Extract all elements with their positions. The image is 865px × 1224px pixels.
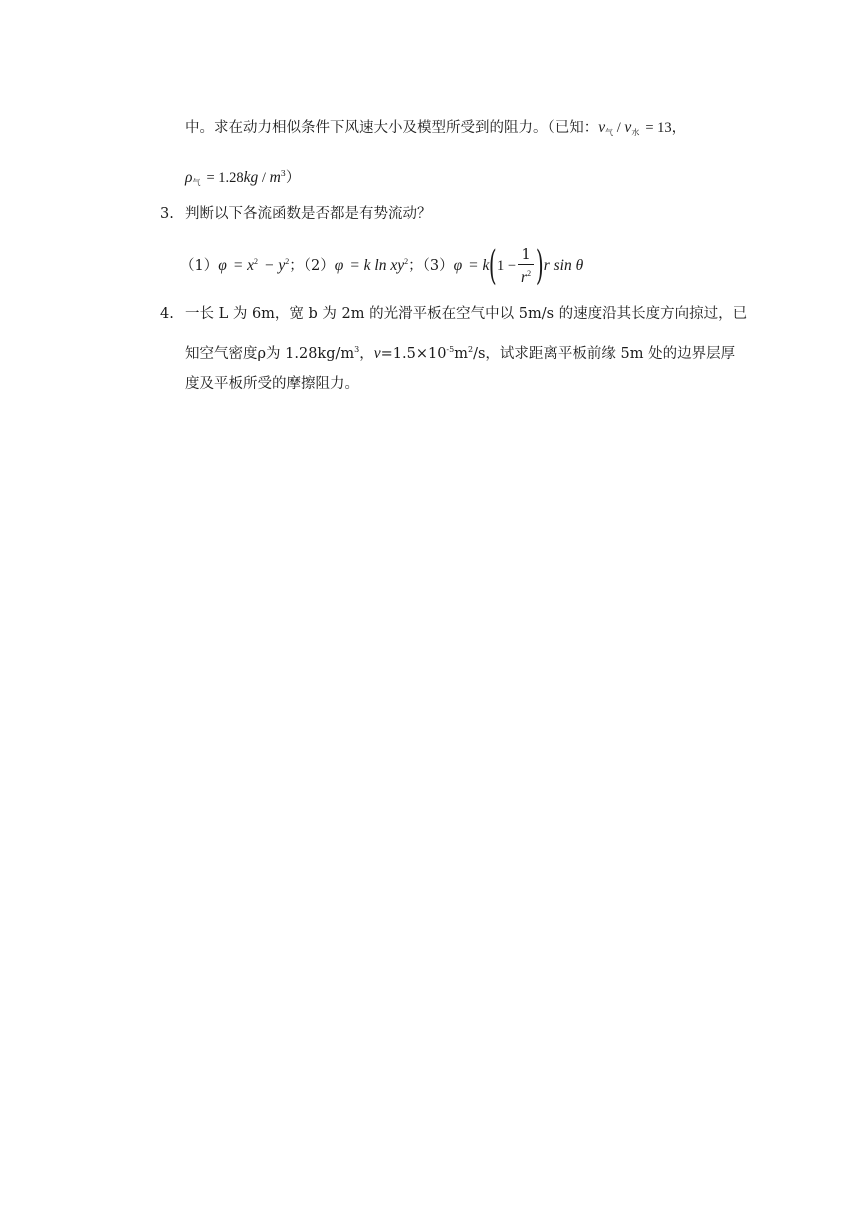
ratio-value: = 13， [645,120,687,136]
p1-line2: $\rho_气 = 1.28kg / m^3$） [185,169,301,187]
f3-one: 1 − [496,258,517,274]
phi-symbol: φ [218,257,227,274]
phi-symbol: φ [334,257,344,274]
rho-air-symbol: $\rho_气$ [185,169,201,187]
q4-line2: 知空气密度ρ为 $1.28kg/m^3$，$\nu=1.5\times 10^{-5}m^2/s$，试求距离平板前缘 5m 处的边界层厚 [185,345,736,362]
q4-line1: 一长 L 为 6m，宽 b 为 2m 的光滑平板在空气中以 5m/s 的速度沿其长度方向掠过，已 [185,306,748,322]
q4-number: 4. [160,306,174,322]
rho-close: ） [285,170,301,186]
f3-label: ；（3） [408,258,454,274]
rho-unit-m: m [269,169,281,186]
rho-value: = 1.28 [206,170,244,186]
right-paren: ) [535,243,544,289]
p1-text: 中。求在动力相似条件下风速大小及模型所受到的阻力。（已知： [185,120,599,136]
nu-air-symbol: $\nu_气$ [598,119,614,137]
fraction: $\frac{1}{r^2}$ [518,246,534,287]
left-paren: ( [489,243,498,289]
f2-expr: = k $\ln xy^2$ [349,257,409,274]
f2-label: ；（2） [289,258,335,274]
q4-line3: 度及平板所受的摩擦阻力。 [185,376,359,392]
q3-formulas [180,242,584,289]
f3-tail: r sin θ [543,257,584,274]
q3-text: 判断以下各流函数是否都是有势流动？ [185,206,432,222]
nu-symbol: ν [373,345,381,362]
rho-unit-kg: kg [243,169,259,186]
p1-line1: 中。求在动力相似条件下风速大小及模型所受到的阻力。（已知：$\nu_气 / \nu_水 = 13$， [185,119,687,137]
q3-number: 3. [160,206,174,222]
f1-label: （1） [180,258,219,274]
nu-water-symbol: $\nu_水$ [624,119,640,137]
f3-k: = k [468,257,490,274]
f1-expr: = $x^2 - y^2$ [232,257,290,274]
phi-symbol: φ [453,257,463,274]
